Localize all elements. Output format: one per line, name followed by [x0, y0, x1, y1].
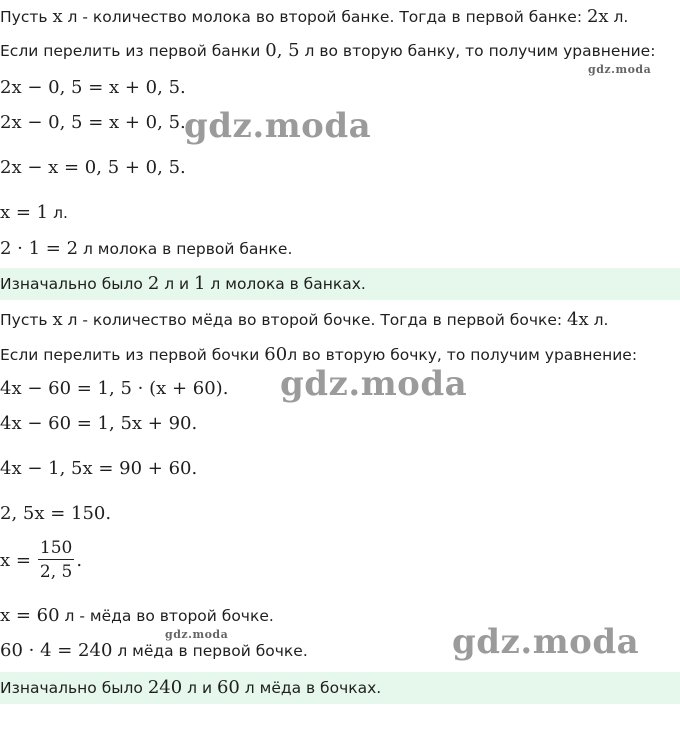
b1-equation-1: 2x − 0, 5 = x + 0, 5.: [0, 77, 186, 98]
fraction-numerator: 150: [39, 538, 73, 558]
b2-line-2: Если перелить из первой бочки 60л во вторую бочку, то получим уравнение:: [0, 344, 638, 365]
b2-equation-4: 2, 5x = 150.: [0, 503, 112, 524]
b2-equation-3: 4x − 1, 5x = 90 + 60.: [0, 458, 198, 479]
watermark-big: gdz.moda: [184, 106, 372, 146]
fraction-denominator: 2, 5: [39, 562, 73, 582]
watermark-big: gdz.moda: [280, 364, 468, 404]
fraction: [38, 537, 74, 584]
watermark-small: gdz.moda: [165, 628, 229, 641]
b1-equation-2: 2x − 0, 5 = x + 0, 5.: [0, 112, 186, 133]
b2-result-x: x = 60 л - мёда во второй бочке.: [0, 605, 274, 626]
b2-equation-1: 4x − 60 = 1, 5 · (x + 60).: [0, 378, 229, 399]
b1-result-x: x = 1 л.: [0, 202, 68, 223]
b2-fraction-line: x = $\frac{150}{2, 5}$ .: [0, 538, 83, 582]
b2-answer: Изначально было 240 л и 60 л мёда в бочках.: [0, 672, 680, 704]
b2-line-1: Пусть x л - количество мёда во второй бочке. Тогда в первой бочке: 4x л.: [0, 309, 609, 330]
b1-line-2: Если перелить из первой банки 0, 5 л во вторую банку, то получим уравнение:: [0, 40, 656, 61]
b1-result-first: 2 · 1 = 2 л молока в первой банке.: [0, 238, 293, 259]
watermark-big: gdz.moda: [452, 622, 640, 662]
b1-equation-3: 2x − x = 0, 5 + 0, 5.: [0, 157, 186, 178]
b1-answer: Изначально было 2 л и 1 л молока в банках.: [0, 268, 680, 300]
watermark-small: gdz.moda: [588, 63, 652, 76]
b2-result-first: 60 · 4 = 240 л мёда в первой бочке.: [0, 640, 308, 661]
b1-line-1: Пусть x л - количество молока во второй банке. Тогда в первой банке: 2x л.: [0, 6, 629, 27]
b2-equation-2: 4x − 60 = 1, 5x + 90.: [0, 413, 198, 434]
